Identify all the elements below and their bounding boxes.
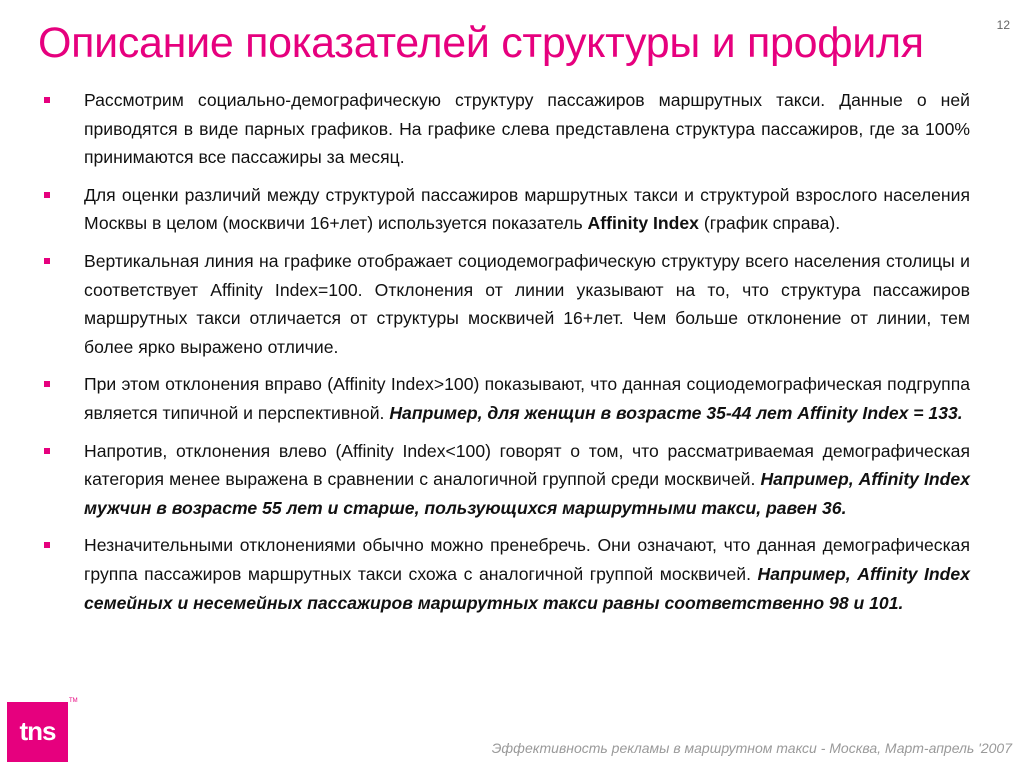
bullet-item-4 (44, 370, 970, 427)
bullet-example: Например, Affinity Index семейных и несемейных пассажиров маршрутных такси равны соответственно 98 и 101. (84, 563, 970, 613)
square-bullet-icon (44, 381, 50, 387)
bullet-item-5 (44, 437, 970, 523)
bullet-text: Вертикальная линия на графике отображает социодемографическую структуру всего населения столицы и соответствует Affinity Index=100. Отклонения от линии указывают на то, что структура пассажиров маршрутных такси отличается от структуры москвичей 16+лет. Чем больше отклонение от линии, тем более ярко выражено отличие. (84, 250, 970, 357)
square-bullet-icon (44, 97, 50, 103)
square-bullet-icon (44, 542, 50, 548)
bullet-text: Напротив, отклонения влево (Affinity Index<100) говорят о том, что рассматриваемая демографическая категория менее выражена в сравнении с аналогичной группой среди москвичей. (84, 440, 970, 490)
footer-caption: Эффективность рекламы в маршрутном такси - Москва, Март-апрель '2007 (491, 740, 1012, 756)
square-bullet-icon (44, 192, 50, 198)
tns-logo (7, 702, 68, 762)
bullet-item-2 (44, 181, 970, 238)
bullet-text: При этом отклонения вправо (Affinity Index>100) показывают, что данная социодемографическая подгруппа является типичной и перспективной. (84, 374, 970, 423)
trademark-mark: TM (69, 698, 78, 704)
bullet-list (44, 86, 970, 626)
bullet-text-tail: (график справа). (698, 213, 841, 234)
page-number: 12 (996, 18, 1010, 32)
bullet-item-1 (44, 86, 970, 172)
bullet-text: Рассмотрим социально-демографическую структуру пассажиров маршрутных такси. Данные о ней приводятся в виде парных графиков. На графике слева представлена структура пассажиров, где за 100% принимаются все пассажиры за месяц. (84, 90, 970, 168)
affinity-index-term: Affinity Index (587, 213, 699, 234)
bullet-text: Для оценки различий между структурой пассажиров маршрутных такси и структурой взрослого населения Москвы в целом (москвичи 16+лет) используется показатель (84, 184, 970, 234)
bullet-example: Например, для женщин в возрасте 35-44 лет Affinity Index = 133. (389, 402, 963, 423)
bullet-item-3 (44, 247, 970, 361)
square-bullet-icon (44, 258, 50, 264)
slide-title: Описание показателей структуры и профиля (38, 19, 924, 67)
bullet-text: Незначительными отклонениями обычно можно пренебречь. Они означают, что данная демографическая группа пассажиров маршрутных такси схожа с аналогичной группой москвичей. (84, 535, 970, 584)
logo-text: tns (19, 716, 56, 746)
square-bullet-icon (44, 448, 50, 454)
bullet-example: Например, Affinity Index мужчин в возрасте 55 лет и старше, пользующихся маршрутными такси, равен 36. (84, 469, 970, 518)
bullet-item-6 (44, 531, 970, 617)
